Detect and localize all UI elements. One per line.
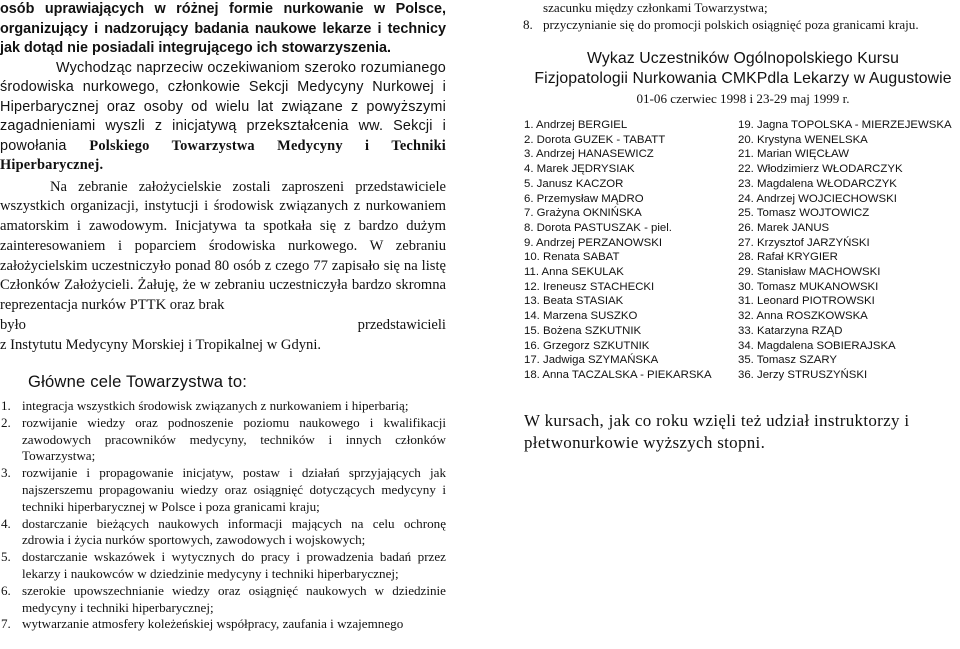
course-date: 01-06 czerwiec 1998 i 23-29 maj 1999 r. [636, 90, 850, 106]
participant-entry: 10. Renata SABAT [524, 251, 620, 264]
tail-last-line: z Instytutu Medycyny Morskiej i Tropikalnej w Gdyni. [0, 336, 322, 353]
paragraph-tail [0, 316, 446, 356]
goal-8 [514, 17, 960, 34]
goal-text: szerokie upowszechnianie wiedzy oraz osiągnięć naukowych w dziedzinie medycyny i techniki hiperbarycznej; [22, 582, 446, 615]
participant-entry: 20. Krystyna WENELSKA [738, 133, 868, 146]
participant-entry: 9. Andrzej PERZANOWSKI [524, 236, 662, 249]
participant-entry: 13. Beata STASIAK [524, 295, 624, 308]
participant-entry: 6. Przemysław MĄDRO [524, 192, 644, 205]
goal-number: 4. [1, 515, 11, 531]
goals-list [0, 398, 446, 633]
participant-entry: 1. Andrzej BERGIEL [524, 119, 628, 131]
participants-list [524, 118, 960, 383]
participant-entry: 8. Dorota PASTUSZAK - piel. [524, 221, 672, 234]
intro-paragraph [0, 59, 446, 176]
participant-entry: 7. Grażyna OKNIŃSKA [524, 207, 642, 220]
goal-text: rozwijanie wiedzy oraz podnoszenie poziomu naukowego i kwalifikacji zawodowych pracowników medycyny, techników i innych członków Towarzystwa; [22, 414, 446, 464]
founding-meeting-paragraph: Na zebranie założycielskie zostali zaproszeni przedstawiciele wszystkich organizacji, instytucji i środowisk związanych z nurkowaniem amatorskim i zawodowym. Inicjatywa ta spotkała się z bardzo dużym zainteresowaniem i poparciem środowiska nurkowego. W zebraniu założycielskim uczestniczyło ponad 80 osób z czego 77 zapisało się na listę Członków Założycieli. Żałuję, że w zebraniu uczestniczyła bardzo skromna reprezentacja nurków PTTK oraz brak [0, 178, 446, 314]
participant-entry: 33. Katarzyna RZĄD [738, 324, 843, 337]
participant-entry: 24. Andrzej WOJCIECHOWSKI [738, 192, 897, 205]
participants-column-a [524, 118, 734, 383]
participant-entry: 3. Andrzej HANASEWICZ [524, 148, 654, 161]
goal-item [0, 516, 446, 550]
intro-paragraph-text: Wychodząc naprzeciw oczekiwaniom szeroko rozumianego środowiska nurkowego, członkowie Sekcji Medycyny Nurkowej i Hiperbarycznej oraz osoby od wielu lat związane z powyższymi zagadnieniami wyszli z inicjatywą przekształcenia ww. Sekcji i powołania [0, 59, 446, 154]
participant-entry: 4. Marek JĘDRYSIAK [524, 163, 635, 176]
participant-entry: 18. Anna TACZALSKA - PIEKARSKA [524, 368, 712, 381]
participant-entry: 26. Marek JANUS [738, 221, 830, 234]
left-column [0, 0, 446, 356]
goal-item [0, 616, 446, 633]
goal-item [0, 415, 446, 465]
goal-text: rozwijanie i propagowanie inicjatyw, postaw i działań sprzyjających jak najszerszemu propagowaniu wiedzy oraz osiągnięć dotyczących medycyny i techniki hiperbarycznej w Polsce i poza granicami kraju; [22, 465, 446, 514]
goal-number: 2. [1, 414, 11, 430]
participant-entry: 14. Marzena SUSZKO [524, 310, 638, 323]
participant-entry: 21. Marian WIĘCŁAW [738, 148, 849, 161]
goal-item [0, 465, 446, 515]
participant-entry: 27. Krzysztof JARZYŃSKI [738, 236, 870, 249]
society-name: Polskiego Towarzystwa Medycyny i Techniki Hiperbarycznej. [0, 137, 446, 173]
tail-word-2: przedstawicieli [357, 317, 446, 334]
participant-entry: 36. Jerzy STRUSZYŃSKI [738, 368, 868, 381]
participant-entry: 30. Tomasz MUKANOWSKI [738, 280, 879, 293]
goal-text: dostarczanie wskazówek i wytycznych do pracy i prowadzenia badań przez lekarzy i naukowców w dziedzinie medycyny i techniki hiperbarycznej; [22, 549, 446, 581]
goal-text: integracja wszystkich środowisk związanych z nurkowaniem i hiperbarią; [22, 398, 409, 413]
participant-entry: 5. Janusz KACZOR [524, 177, 624, 190]
participant-entry: 25. Tomasz WOJTOWICZ [738, 207, 870, 220]
goals-heading: Główne cele Towarzystwa to: [28, 372, 248, 391]
goal-8-text: przyczynianie się do promocji polskich osiągnięć poza granicami kraju. [543, 16, 919, 32]
participant-entry: 11. Anna SEKULAK [524, 266, 624, 279]
participant-entry: 34. Magdalena SOBIERAJSKA [738, 339, 896, 352]
participant-entry: 16. Grzegorz SZKUTNIK [524, 339, 650, 352]
goal-number: 6. [1, 582, 11, 598]
goal-number: 7. [1, 616, 11, 632]
goal-item [0, 583, 446, 617]
participant-entry: 15. Bożena SZKUTNIK [524, 324, 642, 337]
goal-text: wytwarzanie atmosfery koleżeńskiej współpracy, zaufania i wzajemnego [22, 616, 404, 632]
participant-entry: 31. Leonard PIOTROWSKI [738, 295, 875, 308]
participant-entry: 19. Jagna TOPOLSKA - MIERZEJEWSKA [738, 119, 952, 131]
participant-entry: 32. Anna ROSZKOWSKA [738, 310, 868, 323]
participant-entry: 28. Rafał KRYGIER [738, 251, 838, 264]
participant-entry: 35. Tomasz SZARY [738, 354, 837, 367]
goal-text: dostarczanie bieżących naukowych informacji mających na celu ochronę zdrowia i życia nurków sportowych, zawodowych i wojskowych; [22, 515, 446, 548]
tail-word-1: było [0, 317, 26, 334]
goal-number: 3. [1, 465, 11, 481]
goal-number: 5. [1, 549, 11, 565]
participant-entry: 2. Dorota GUZEK - TABATT [524, 133, 666, 146]
participant-entry: 29. Stanisław MACHOWSKI [738, 266, 881, 279]
goal-item [0, 398, 446, 415]
participant-entry: 22. Włodzimierz WŁODARCZYK [738, 163, 903, 176]
goal-7-continuation: szacunku między członkami Towarzystwa; [543, 0, 768, 15]
course-title [514, 49, 960, 89]
participant-entry: 12. Ireneusz STACHECKI [524, 280, 655, 293]
participant-entry: 17. Jadwiga SZYMAŃSKA [524, 354, 659, 367]
course-title-line-1: Wykaz Uczestników Ogólnopolskiego Kursu [587, 49, 899, 67]
intro-bold-text: osób uprawiających w różnej formie nurkowanie w Polsce, organizujący i nadzorujący badania naukowe lekarze i technicy jak dotąd nie posiadali integrującego ich stowarzyszenia. [0, 1, 446, 56]
closing-note: W kursach, jak co roku wzięli też udział instruktorzy i płetwonurkowie wyższych stopni. [524, 411, 910, 452]
course-title-line-2: Fizjopatologii Nurkowania CMKPdla Lekarzy w Augustowie [534, 69, 952, 87]
goal-number: 1. [1, 398, 11, 413]
goal-8-number: 8. [523, 16, 533, 32]
participants-column-b [738, 118, 952, 383]
right-column [514, 0, 960, 452]
goal-item [0, 549, 446, 583]
goals-continuation [514, 0, 960, 34]
participant-entry: 23. Magdalena WŁODARCZYK [738, 177, 897, 190]
